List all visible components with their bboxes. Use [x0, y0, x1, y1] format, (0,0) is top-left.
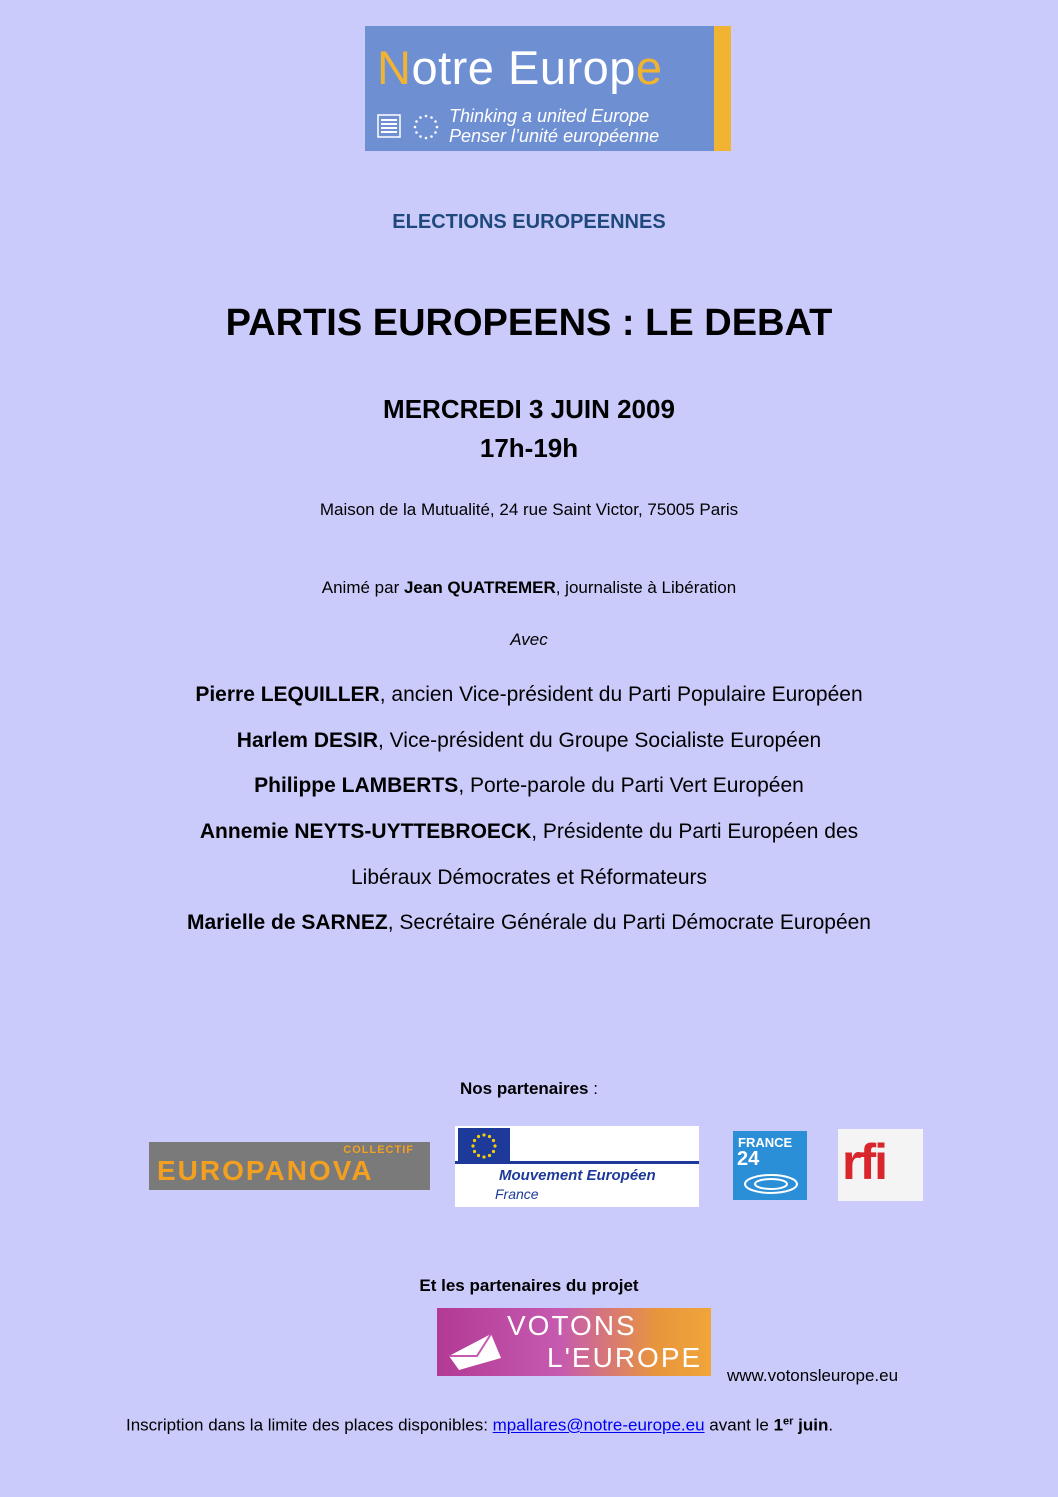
partners-label: Nos partenaires : [460, 1079, 598, 1098]
document-icon [377, 114, 401, 138]
speaker-role: , Présidente du Parti Européen des [531, 820, 859, 843]
speaker-role: , ancien Vice-président du Parti Populaire Européen [379, 683, 863, 706]
speaker-line [0, 729, 1058, 753]
notre-europe-logo [365, 26, 731, 151]
logo-rule [455, 1161, 699, 1164]
website-link[interactable]: www.votonsleurope.eu [727, 1366, 899, 1385]
logo-wordmark: Notre Europe [377, 41, 663, 94]
speaker-line [0, 774, 1058, 798]
event-time: 17h-19h [479, 433, 579, 463]
speaker-role: , Vice-président du Groupe Socialiste Européen [378, 729, 822, 752]
speaker-name: Philippe LAMBERTS [254, 774, 459, 797]
registration-note: Inscription dans la limite des places disponibles: mpallares@notre-europe.eu avant le 1er juin. [126, 1415, 834, 1435]
event-date: MERCREDI 3 JUIN 2009 [383, 394, 675, 424]
speaker-line-continued [0, 866, 1058, 890]
france24-logo: FRANCE 24 [733, 1131, 807, 1200]
speaker-role: Libéraux Démocrates et Réformateurs [351, 866, 707, 889]
votons-leurope-logo: VOTONS L'EUROPE [437, 1308, 711, 1376]
speaker-name: Harlem DESIR [236, 729, 378, 752]
speaker-name: Marielle de SARNEZ [187, 911, 388, 934]
mouvement-europeen-logo: Mouvement Européen France [455, 1126, 699, 1207]
rfi-logo: rfi [838, 1129, 923, 1201]
project-partners-label: Et les partenaires du projet [419, 1276, 639, 1295]
logo-tagline-en: Thinking a united Europe [449, 106, 650, 126]
speaker-line [0, 820, 1058, 844]
event-venue: Maison de la Mutualité, 24 rue Saint Victor, 75005 Paris [319, 500, 739, 519]
speaker-name: Annemie NEYTS-UYTTEBROECK [199, 820, 532, 843]
speaker-role: , Secrétaire Générale du Parti Démocrate Européen [387, 911, 871, 934]
speaker-line [0, 911, 1058, 935]
event-kicker: ELECTIONS EUROPEENNES [392, 211, 666, 233]
email-link[interactable]: mpallares@notre-europe.eu [492, 1415, 705, 1435]
logo-tagline-fr: Penser l’unité européenne [449, 126, 660, 146]
host-name: Jean QUATREMER [403, 578, 556, 597]
eu-stars-icon [413, 114, 439, 140]
speaker-role: , Porte-parole du Parti Vert Européen [458, 774, 804, 797]
globe-swoosh-icon [741, 1171, 801, 1197]
europanova-logo: COLLECTIF EUROPANOVA [149, 1142, 430, 1190]
logo-stripe [714, 26, 731, 151]
event-host: Animé par Jean QUATREMER, journaliste à Libération [321, 578, 737, 597]
speaker-name: Pierre LEQUILLER [195, 683, 380, 706]
envelope-icon [445, 1326, 505, 1370]
speaker-line [0, 683, 1058, 707]
avec-label: Avec [510, 630, 548, 649]
eu-flag-icon [458, 1128, 510, 1164]
event-title: PARTIS EUROPEENS : LE DEBAT [225, 302, 833, 344]
